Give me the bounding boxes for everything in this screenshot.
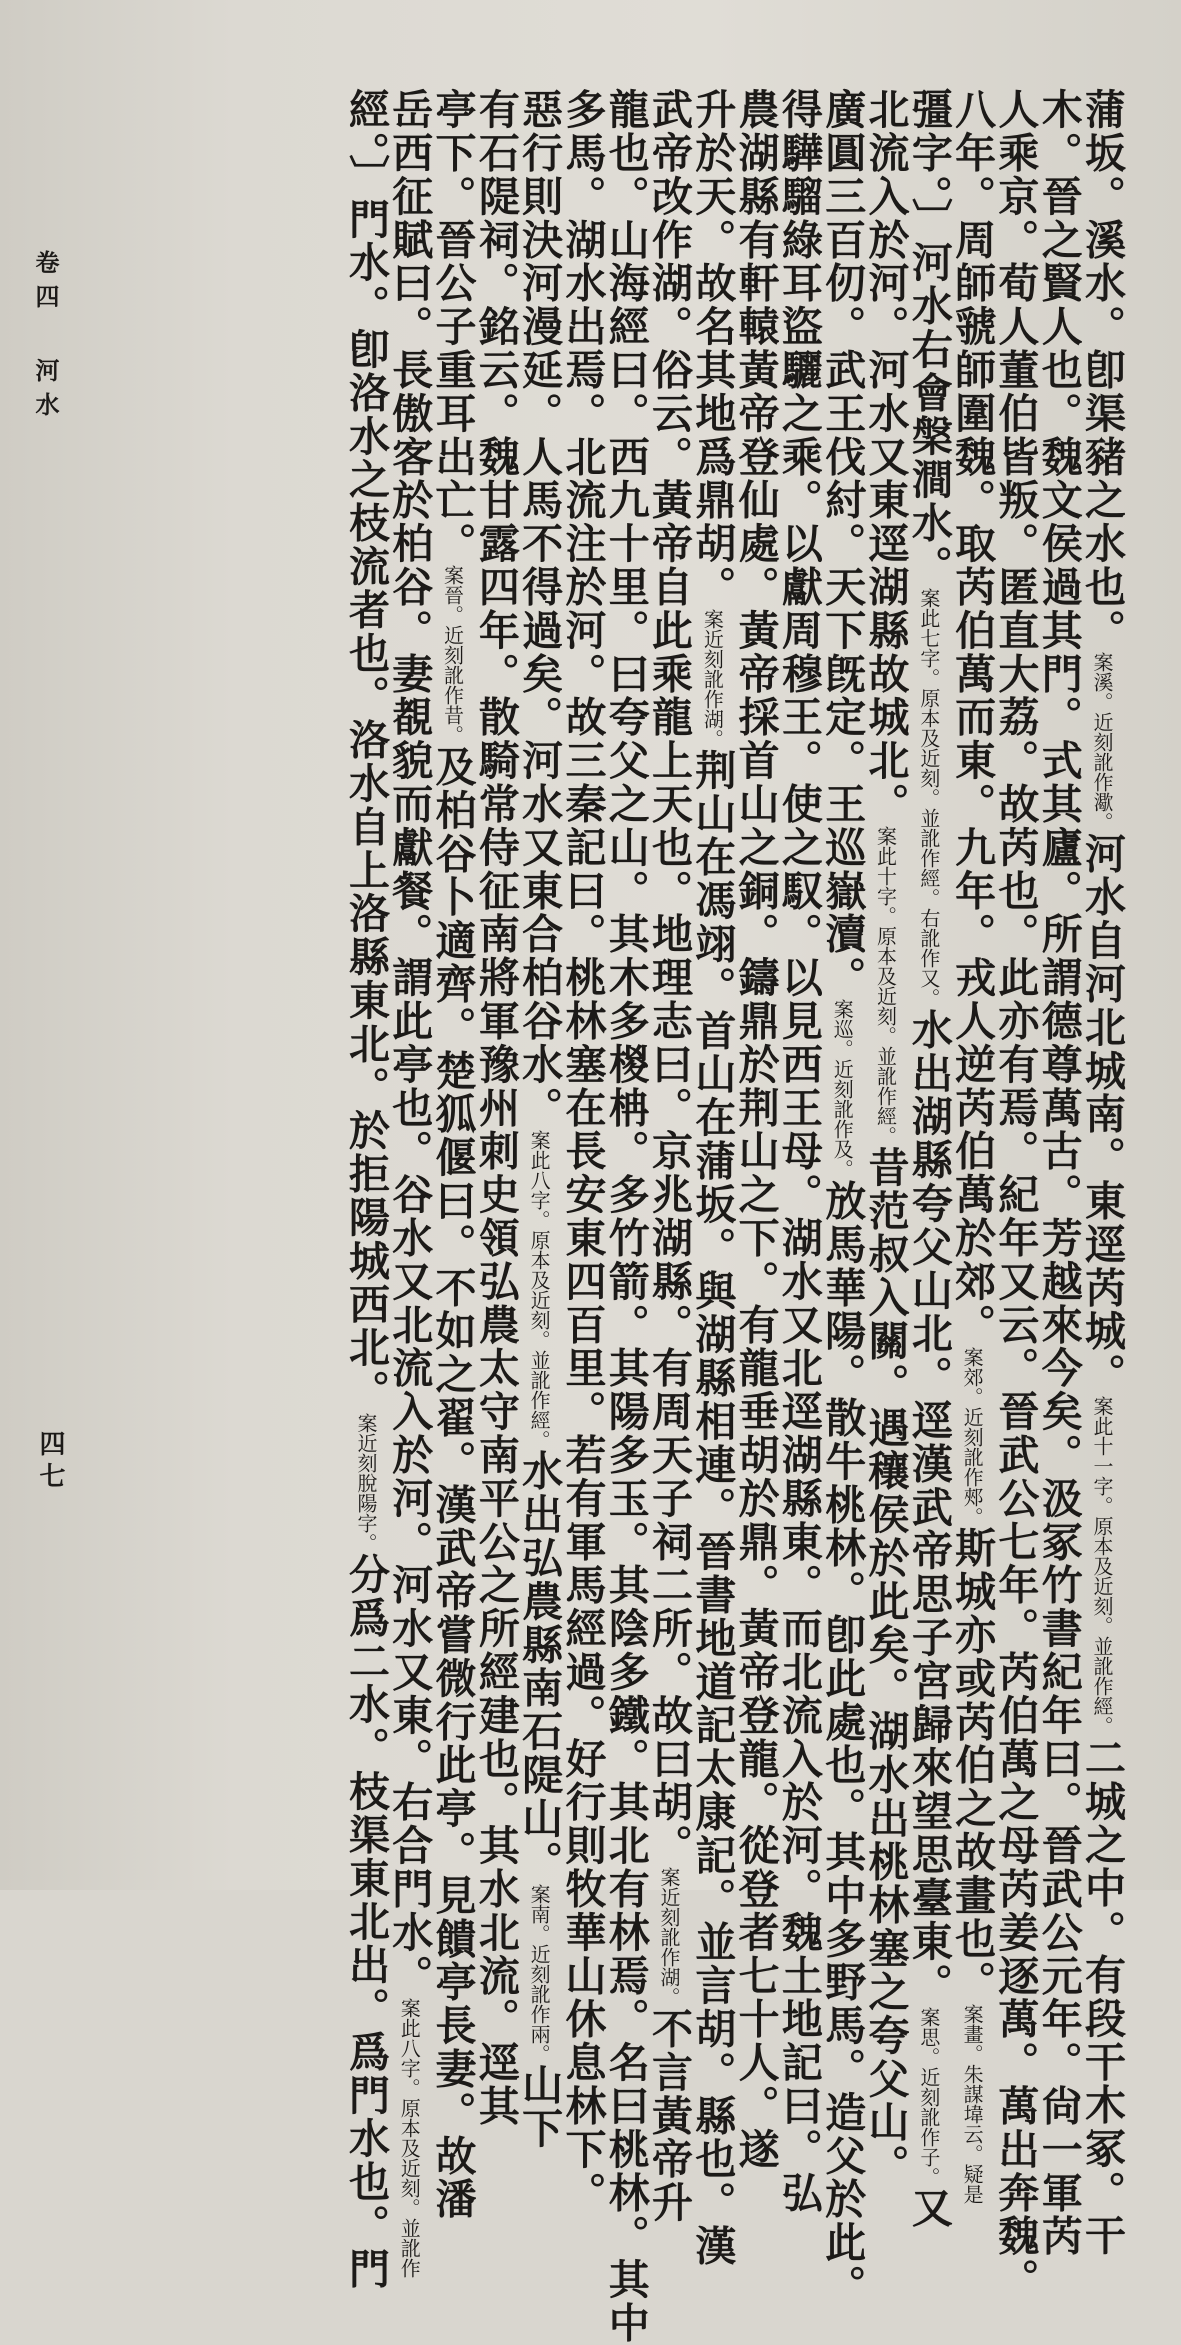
- text-column: 經。〕門水。卽洛水之枝流者也。洛水自上洛縣東北。於拒陽城西北。案近刻脫陽字。分爲二水。枝渠東北出。爲門水也。門: [341, 88, 390, 2291]
- chapter-label: 河水: [31, 358, 60, 427]
- annotation-note: 案畫。朱謀㙔云。疑是: [960, 2004, 985, 2205]
- text-column: 升於天。故名其地爲鼎胡。案近刻訛作湖。荆山在馮翊。首山在蒲坂。與湖縣相連。晉書地道記太康記。並言胡。縣也。漢: [688, 88, 737, 2268]
- text-column: 人乘京。荀人董伯皆叛。匿直大荔。故芮也。此亦有焉。紀年又云。晉武公七年。芮伯萬之母芮姜逐萬。萬出奔魏。: [991, 88, 1040, 2302]
- text-column: 八年。周師虢師圍魏。取芮伯萬而東。九年。戎人逆芮伯萬於郊。案郊。近刻訛作郟。斯城亦或芮伯之故畫也。案畫。朱謀㙔云。疑是: [948, 88, 997, 2205]
- annotation-note: 案此八字。原本及近刻。並訛作經。: [527, 1129, 552, 1450]
- annotation-note: 案此十一字。原本及近刻。並訛作經。: [1090, 1396, 1114, 1737]
- annotation-note: 案晉。近刻訛作昔。: [440, 565, 465, 746]
- text-column: 武帝改作湖。俗云。黃帝自此乘龍上天也。地理志曰。京兆湖縣。有周天子祠二所。故曰胡。案近刻訛作湖。不言黃帝升: [645, 88, 694, 2225]
- text-column: 亭下。晉公子重耳出亡。案晉。近刻訛作昔。及柏谷卜適齊。楚狐偃曰。不如之翟。漢武帝嘗微行此亭。見饋亭長妻。故潘: [428, 88, 477, 2222]
- text-column: 岳西征賦曰。長傲客於柏谷。妻覩貌而獻餐。謂此亭也。谷水又北流入於河。河水又東。右合門水。案此八字。原本及近刻。並訛作: [385, 88, 434, 2278]
- annotation-note: 案思。近刻訛作子。: [916, 2006, 941, 2187]
- text-column: 龍也。山海經曰。西九十里。曰夸父之山。其木多椶柟。多竹箭。其陽多玉。其陰多鐵。其北有林焉。名曰桃林。其中: [601, 88, 650, 2345]
- text-column: 蒲坂。溪水。卽渠豬之水也。案溪。近刻訛作㵣。河水自河北城南。東逕芮城。案此十一字。原本及近刻。並訛作經。二城之中。有段干木冢。干: [1078, 88, 1126, 2258]
- annotation-note: 案溪。近刻訛作㵣。: [1090, 652, 1114, 833]
- juan-label: 卷四: [31, 250, 60, 318]
- annotation-note: 案近刻脫陽字。: [353, 1412, 378, 1553]
- text-column: 有石隄祠。銘云。魏甘露四年。散騎常侍征南將軍豫州刺史領弘農太守南平公之所經建也。其水北流。逕其: [471, 88, 520, 2128]
- annotation-note: 案此十字。原本及近刻。並訛作經。: [873, 825, 898, 1146]
- annotation-note: 案近刻訛作湖。: [657, 1867, 682, 2008]
- annotation-note: 案近刻訛作湖。: [700, 608, 725, 749]
- annotation-note: 案南。近刻訛作兩。: [527, 1883, 552, 2064]
- text-column: 北流入於河。河水又東逕湖縣故城北。案此十字。原本及近刻。並訛作經。昔范叔入關。遇穰侯於此矣。湖水出桃林塞之夸父山。: [861, 88, 910, 2188]
- annotation-note: 案郊。近刻訛作郟。: [960, 1346, 985, 1527]
- text-column: 廣圓三百仞。武王伐紂。天下旣定。王巡嶽瀆。案巡。近刻訛作及。放馬華陽。散牛桃林。卽此處也。其中多野馬。造父於此。: [818, 88, 867, 2308]
- text-column: 多馬。湖水出焉。北流注於河。故三秦記曰。桃林塞在長安東四百里。若有軍馬經過。好行則牧華山休息林下。: [558, 88, 607, 2215]
- text-column: 得驊騮綠耳盜驪之乘。以獻周穆王。使之馭。以見西王母。湖水又北逕湖縣東。而北流入於河。魏土地記曰。弘: [774, 88, 823, 2215]
- text-column: 惡行則決河漫延。人馬不得過矣。河水又東合柏谷水。案此八字。原本及近刻。並訛作經。水出弘農縣南石隄山。案南。近刻訛作兩。山下: [515, 88, 564, 2151]
- running-head: [28, 250, 63, 448]
- text-column: 彊字。〕河水右會槃澗水。案此七字。原本及近刻。並訛作經。右訛作又。水出湖縣夸父山北。逕漢武帝思子宮歸來望思臺東。案思。近刻訛作子。又: [904, 88, 953, 2230]
- page-number: 四七: [35, 1430, 65, 1494]
- text-column: 農湖縣有軒轅黃帝登仙處。黃帝採首山之銅。鑄鼎於荆山之下。有龍垂胡於鼎。黃帝登龍。從登者七十人。遂: [731, 88, 780, 2172]
- text-column: 木。晉之賢人也。魏文侯過其門。式其廬。所謂德尊萬古。芳越來今矣。汲冢竹書紀年曰。晉武公元年。尙一軍芮: [1034, 88, 1083, 2258]
- annotation-note: 案巡。近刻訛作及。: [830, 999, 855, 1180]
- annotation-note: 案此八字。原本及近刻。並訛作: [397, 1997, 422, 2278]
- main-text-block: [341, 88, 1126, 2345]
- annotation-note: 案此七字。原本及近刻。並訛作經。右訛作又。: [916, 588, 941, 1009]
